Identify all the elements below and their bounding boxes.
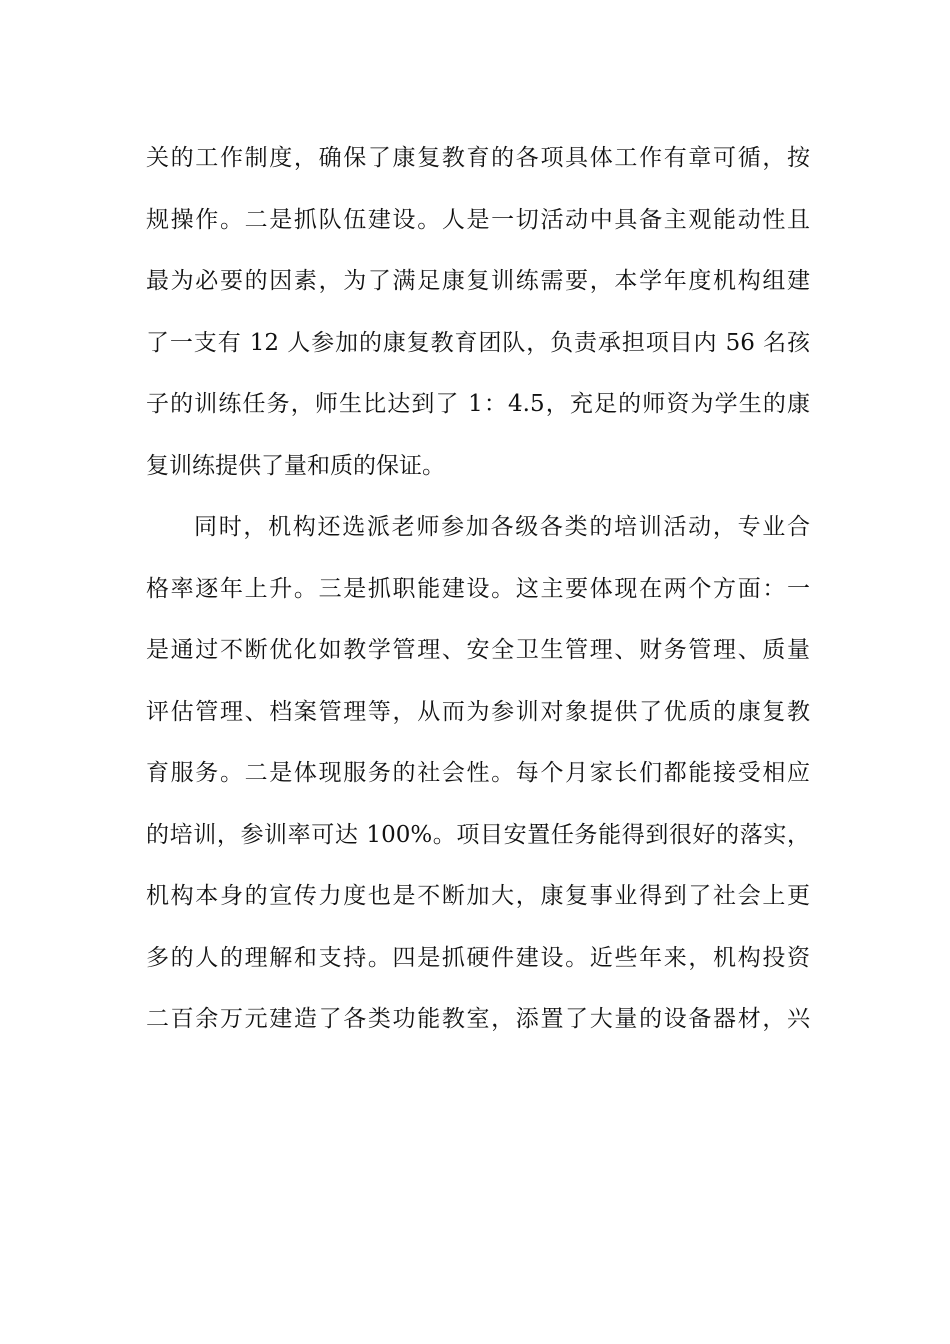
paragraph-start-line: 同时，机构还选派老师参加各级各类的培训活动，专业合 [194,514,810,540]
text-line: 规操作。二是抓队伍建设。人是一切活动中具备主观能动性且 [146,206,810,233]
text-line: 育服务。二是体现服务的社会性。每个月家长们都能接受相应 [146,760,810,786]
text-line: 二百余万元建造了各类功能教室，添置了大量的设备器材，兴 [146,1006,810,1032]
text-line: 复训练提供了量和质的保证。 [146,452,445,479]
body-text [146,128,810,1051]
text-line: 子的训练任务，师生比达到了 1：4.5，充足的师资为学生的康 [146,391,810,417]
text-line: 关的工作制度，确保了康复教育的各项具体工作有章可循，按 [146,145,810,171]
text-line: 多的人的理解和支持。四是抓硬件建设。近些年来，机构投资 [146,944,810,971]
text-line: 最为必要的因素，为了满足康复训练需要，本学年度机构组建 [146,268,810,294]
text-line: 的培训，参训率可达 100%。项目安置任务能得到很好的落实， [146,821,810,848]
text-line: 是通过不断优化如教学管理、安全卫生管理、财务管理、质量 [146,637,810,663]
text-line: 评估管理、档案管理等，从而为参训对象提供了优质的康复教 [146,698,810,725]
text-line: 格率逐年上升。三是抓职能建设。这主要体现在两个方面：一 [146,575,810,602]
text-line: 了一支有 12 人参加的康复教育团队，负责承担项目内 56 名孩 [146,329,810,356]
text-line: 机构本身的宣传力度也是不断加大，康复事业得到了社会上更 [146,883,810,909]
